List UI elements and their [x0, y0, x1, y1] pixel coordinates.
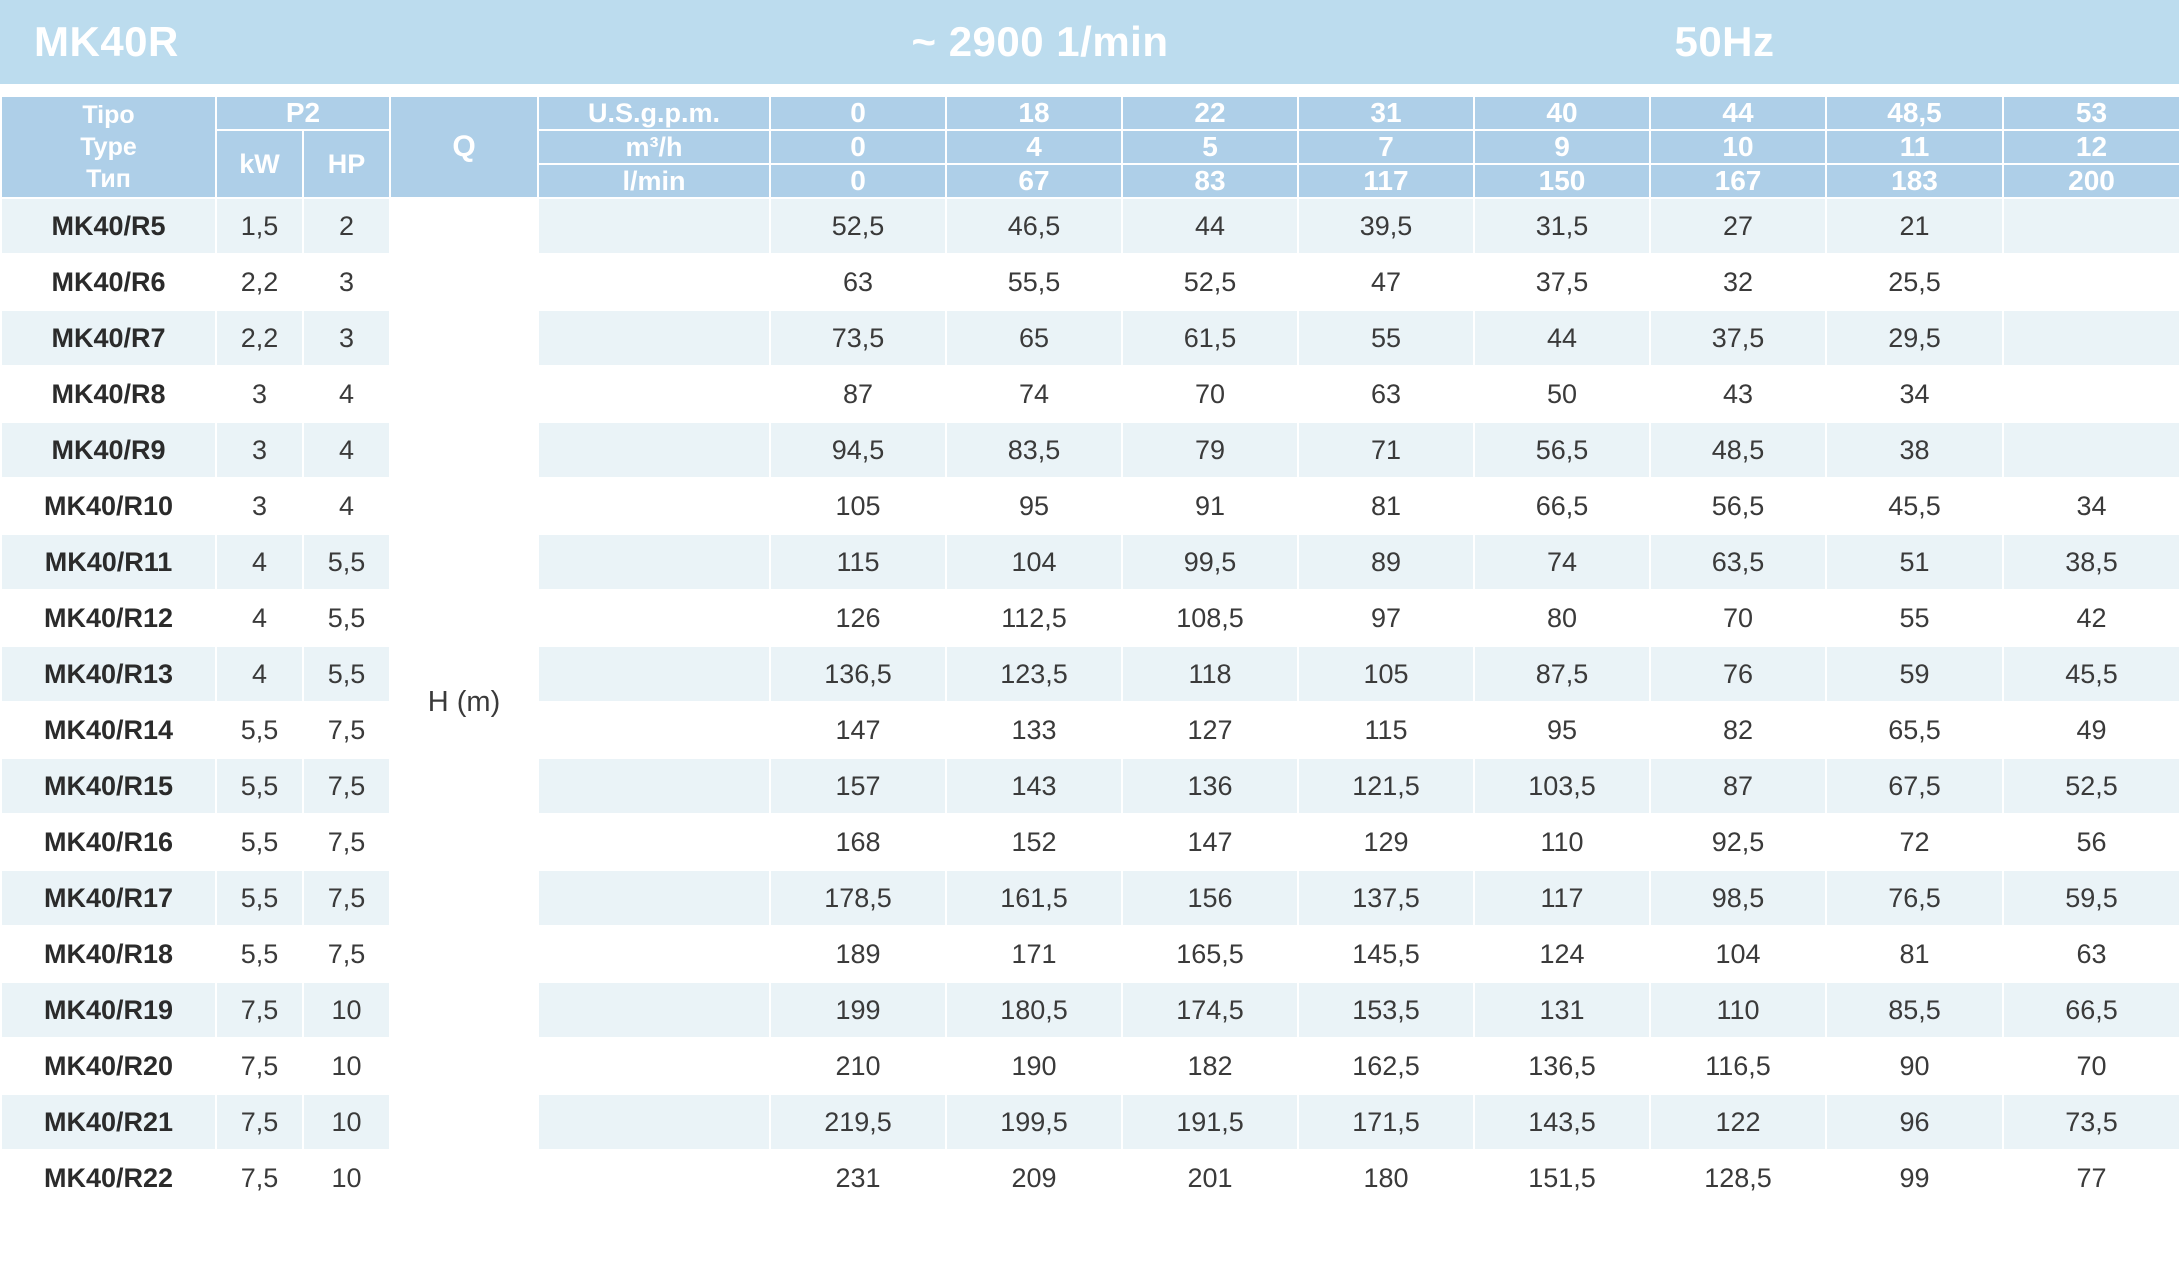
cell-kw: 4 [216, 534, 303, 590]
cell-head-4: 87,5 [1474, 646, 1650, 702]
table-row [1, 758, 2179, 814]
cell-hp: 7,5 [303, 926, 390, 982]
cell-hp: 4 [303, 478, 390, 534]
cell-head-1: 46,5 [946, 198, 1122, 254]
cell-unit-spacer [538, 590, 770, 646]
cell-type: MK40/R8 [1, 366, 216, 422]
cell-head-4: 80 [1474, 590, 1650, 646]
cell-head-1: 152 [946, 814, 1122, 870]
cell-head-3: 115 [1298, 702, 1474, 758]
cell-head-1: 104 [946, 534, 1122, 590]
cell-head-0: 105 [770, 478, 946, 534]
cell-hp: 4 [303, 366, 390, 422]
cell-type: MK40/R14 [1, 702, 216, 758]
cell-head-4: 124 [1474, 926, 1650, 982]
cell-head-7 [2003, 366, 2179, 422]
cell-head-4: 103,5 [1474, 758, 1650, 814]
cell-head-4: 74 [1474, 534, 1650, 590]
cell-head-6: 34 [1826, 366, 2003, 422]
cell-head-1: 123,5 [946, 646, 1122, 702]
cell-head-0: 219,5 [770, 1094, 946, 1150]
cell-head-6: 96 [1826, 1094, 2003, 1150]
head-unit-label: H (m) [390, 198, 538, 1206]
cell-head-1: 171 [946, 926, 1122, 982]
cell-head-5: 48,5 [1650, 422, 1826, 478]
cell-head-5: 104 [1650, 926, 1826, 982]
cell-head-4: 136,5 [1474, 1038, 1650, 1094]
table-head [1, 96, 2179, 198]
cell-head-6: 81 [1826, 926, 2003, 982]
cell-head-4: 143,5 [1474, 1094, 1650, 1150]
cell-head-3: 39,5 [1298, 198, 1474, 254]
cell-head-2: 118 [1122, 646, 1298, 702]
cell-head-2: 182 [1122, 1038, 1298, 1094]
cell-head-7: 56 [2003, 814, 2179, 870]
cell-type: MK40/R13 [1, 646, 216, 702]
cell-type: MK40/R5 [1, 198, 216, 254]
cell-head-0: 210 [770, 1038, 946, 1094]
table-row [1, 926, 2179, 982]
cell-head-0: 231 [770, 1150, 946, 1206]
cell-type: MK40/R15 [1, 758, 216, 814]
cell-hp: 5,5 [303, 590, 390, 646]
cell-type: MK40/R22 [1, 1150, 216, 1206]
cell-head-3: 63 [1298, 366, 1474, 422]
cell-head-1: 95 [946, 478, 1122, 534]
cell-unit-spacer [538, 422, 770, 478]
table-row [1, 646, 2179, 702]
cell-head-0: 63 [770, 254, 946, 310]
cell-head-4: 151,5 [1474, 1150, 1650, 1206]
table-row [1, 1094, 2179, 1150]
cell-hp: 2 [303, 198, 390, 254]
cell-type: MK40/R7 [1, 310, 216, 366]
header-unit-usgpm: U.S.g.p.m. [538, 96, 770, 130]
cell-hp: 4 [303, 422, 390, 478]
cell-unit-spacer [538, 814, 770, 870]
cell-head-4: 37,5 [1474, 254, 1650, 310]
cell-head-5: 92,5 [1650, 814, 1826, 870]
cell-hp: 3 [303, 310, 390, 366]
header-hp: HP [303, 130, 390, 198]
cell-unit-spacer [538, 982, 770, 1038]
cell-unit-spacer [538, 870, 770, 926]
cell-type: MK40/R21 [1, 1094, 216, 1150]
performance-table [0, 95, 2179, 1207]
cell-head-2: 201 [1122, 1150, 1298, 1206]
cell-head-4: 50 [1474, 366, 1650, 422]
cell-type: MK40/R17 [1, 870, 216, 926]
flow-m3h-6: 11 [1826, 130, 2003, 164]
cell-head-2: 44 [1122, 198, 1298, 254]
flow-m3h-7: 12 [2003, 130, 2179, 164]
flow-lmin-6: 183 [1826, 164, 2003, 198]
header-p2: P2 [216, 96, 390, 130]
cell-kw: 5,5 [216, 870, 303, 926]
cell-head-7: 59,5 [2003, 870, 2179, 926]
flow-m3h-0: 0 [770, 130, 946, 164]
table-row [1, 422, 2179, 478]
cell-kw: 4 [216, 590, 303, 646]
cell-head-5: 128,5 [1650, 1150, 1826, 1206]
cell-head-2: 147 [1122, 814, 1298, 870]
cell-head-0: 157 [770, 758, 946, 814]
cell-head-4: 95 [1474, 702, 1650, 758]
cell-hp: 7,5 [303, 814, 390, 870]
cell-head-5: 63,5 [1650, 534, 1826, 590]
cell-kw: 1,5 [216, 198, 303, 254]
cell-head-6: 85,5 [1826, 982, 2003, 1038]
flow-m3h-3: 7 [1298, 130, 1474, 164]
cell-head-7 [2003, 422, 2179, 478]
cell-kw: 5,5 [216, 926, 303, 982]
cell-head-3: 145,5 [1298, 926, 1474, 982]
cell-unit-spacer [538, 254, 770, 310]
cell-kw: 4 [216, 646, 303, 702]
cell-head-3: 81 [1298, 478, 1474, 534]
cell-head-6: 55 [1826, 590, 2003, 646]
cell-unit-spacer [538, 366, 770, 422]
cell-head-3: 137,5 [1298, 870, 1474, 926]
cell-head-5: 32 [1650, 254, 1826, 310]
cell-type: MK40/R16 [1, 814, 216, 870]
cell-head-5: 56,5 [1650, 478, 1826, 534]
cell-kw: 3 [216, 366, 303, 422]
cell-head-7: 52,5 [2003, 758, 2179, 814]
cell-hp: 7,5 [303, 702, 390, 758]
cell-head-7 [2003, 198, 2179, 254]
cell-head-7 [2003, 310, 2179, 366]
cell-head-7: 63 [2003, 926, 2179, 982]
cell-head-2: 108,5 [1122, 590, 1298, 646]
cell-type: MK40/R19 [1, 982, 216, 1038]
cell-head-5: 110 [1650, 982, 1826, 1038]
cell-head-2: 79 [1122, 422, 1298, 478]
cell-head-5: 27 [1650, 198, 1826, 254]
flow-m3h-1: 4 [946, 130, 1122, 164]
flow-m3h-5: 10 [1650, 130, 1826, 164]
cell-head-6: 67,5 [1826, 758, 2003, 814]
cell-kw: 7,5 [216, 1150, 303, 1206]
cell-head-1: 199,5 [946, 1094, 1122, 1150]
cell-head-0: 126 [770, 590, 946, 646]
flow-m3h-4: 9 [1474, 130, 1650, 164]
flow-usgpm-6: 48,5 [1826, 96, 2003, 130]
flow-usgpm-0: 0 [770, 96, 946, 130]
cell-head-0: 178,5 [770, 870, 946, 926]
table-row [1, 198, 2179, 254]
cell-head-2: 61,5 [1122, 310, 1298, 366]
cell-head-3: 129 [1298, 814, 1474, 870]
cell-unit-spacer [538, 646, 770, 702]
pump-model-title: MK40R [34, 18, 179, 65]
header-row-m3h [1, 130, 2179, 164]
cell-head-7: 34 [2003, 478, 2179, 534]
header-row-usgpm [1, 96, 2179, 130]
cell-head-2: 52,5 [1122, 254, 1298, 310]
header-type-cell [1, 96, 216, 198]
cell-head-3: 55 [1298, 310, 1474, 366]
cell-head-6: 76,5 [1826, 870, 2003, 926]
flow-usgpm-4: 40 [1474, 96, 1650, 130]
cell-type: MK40/R10 [1, 478, 216, 534]
cell-head-4: 66,5 [1474, 478, 1650, 534]
cell-head-6: 59 [1826, 646, 2003, 702]
cell-head-2: 127 [1122, 702, 1298, 758]
cell-head-0: 73,5 [770, 310, 946, 366]
cell-head-6: 21 [1826, 198, 2003, 254]
cell-head-7: 70 [2003, 1038, 2179, 1094]
table-row [1, 702, 2179, 758]
cell-head-4: 44 [1474, 310, 1650, 366]
cell-head-3: 180 [1298, 1150, 1474, 1206]
cell-type: MK40/R18 [1, 926, 216, 982]
cell-head-7: 77 [2003, 1150, 2179, 1206]
flow-lmin-3: 117 [1298, 164, 1474, 198]
cell-unit-spacer [538, 198, 770, 254]
pump-frequency-title: 50Hz [1674, 18, 1775, 65]
header-unit-lmin: l/min [538, 164, 770, 198]
cell-head-1: 74 [946, 366, 1122, 422]
cell-unit-spacer [538, 478, 770, 534]
cell-head-1: 209 [946, 1150, 1122, 1206]
flow-lmin-7: 200 [2003, 164, 2179, 198]
cell-head-5: 98,5 [1650, 870, 1826, 926]
table-row [1, 366, 2179, 422]
cell-head-1: 133 [946, 702, 1122, 758]
cell-head-7: 38,5 [2003, 534, 2179, 590]
cell-head-0: 115 [770, 534, 946, 590]
flow-usgpm-1: 18 [946, 96, 1122, 130]
cell-kw: 3 [216, 422, 303, 478]
header-type-line-0: Tipo [82, 101, 135, 129]
cell-head-6: 65,5 [1826, 702, 2003, 758]
cell-head-4: 31,5 [1474, 198, 1650, 254]
cell-hp: 3 [303, 254, 390, 310]
cell-head-0: 199 [770, 982, 946, 1038]
cell-head-7: 66,5 [2003, 982, 2179, 1038]
cell-head-3: 97 [1298, 590, 1474, 646]
cell-unit-spacer [538, 310, 770, 366]
flow-lmin-4: 150 [1474, 164, 1650, 198]
cell-kw: 7,5 [216, 1038, 303, 1094]
flow-lmin-5: 167 [1650, 164, 1826, 198]
cell-head-2: 136 [1122, 758, 1298, 814]
cell-head-5: 116,5 [1650, 1038, 1826, 1094]
cell-head-1: 65 [946, 310, 1122, 366]
cell-unit-spacer [538, 1094, 770, 1150]
cell-hp: 10 [303, 1094, 390, 1150]
cell-head-7 [2003, 254, 2179, 310]
table-row [1, 814, 2179, 870]
cell-type: MK40/R9 [1, 422, 216, 478]
cell-head-3: 47 [1298, 254, 1474, 310]
cell-head-6: 99 [1826, 1150, 2003, 1206]
cell-head-1: 161,5 [946, 870, 1122, 926]
cell-hp: 7,5 [303, 758, 390, 814]
cell-type: MK40/R6 [1, 254, 216, 310]
cell-head-2: 191,5 [1122, 1094, 1298, 1150]
flow-usgpm-5: 44 [1650, 96, 1826, 130]
cell-head-0: 52,5 [770, 198, 946, 254]
cell-head-4: 131 [1474, 982, 1650, 1038]
header-q: Q [390, 96, 538, 198]
cell-unit-spacer [538, 1038, 770, 1094]
flow-usgpm-3: 31 [1298, 96, 1474, 130]
cell-hp: 7,5 [303, 870, 390, 926]
flow-usgpm-2: 22 [1122, 96, 1298, 130]
cell-head-2: 156 [1122, 870, 1298, 926]
cell-head-1: 180,5 [946, 982, 1122, 1038]
cell-head-6: 38 [1826, 422, 2003, 478]
table-row [1, 982, 2179, 1038]
cell-head-7: 73,5 [2003, 1094, 2179, 1150]
flow-usgpm-7: 53 [2003, 96, 2179, 130]
cell-head-1: 55,5 [946, 254, 1122, 310]
cell-kw: 3 [216, 478, 303, 534]
cell-head-5: 122 [1650, 1094, 1826, 1150]
header-kw: kW [216, 130, 303, 198]
cell-head-3: 89 [1298, 534, 1474, 590]
flow-m3h-2: 5 [1122, 130, 1298, 164]
cell-head-4: 117 [1474, 870, 1650, 926]
cell-kw: 5,5 [216, 758, 303, 814]
table-row [1, 254, 2179, 310]
cell-head-3: 153,5 [1298, 982, 1474, 1038]
cell-head-4: 56,5 [1474, 422, 1650, 478]
cell-kw: 2,2 [216, 254, 303, 310]
cell-head-1: 112,5 [946, 590, 1122, 646]
table-row [1, 1150, 2179, 1206]
cell-head-6: 51 [1826, 534, 2003, 590]
cell-head-7: 45,5 [2003, 646, 2179, 702]
cell-hp: 5,5 [303, 646, 390, 702]
cell-head-3: 71 [1298, 422, 1474, 478]
cell-hp: 5,5 [303, 534, 390, 590]
cell-head-6: 25,5 [1826, 254, 2003, 310]
cell-head-5: 76 [1650, 646, 1826, 702]
cell-head-3: 121,5 [1298, 758, 1474, 814]
cell-head-3: 105 [1298, 646, 1474, 702]
cell-head-4: 110 [1474, 814, 1650, 870]
pump-speed-title: ~ 2900 1/min [911, 18, 1169, 65]
cell-kw: 7,5 [216, 1094, 303, 1150]
cell-head-1: 83,5 [946, 422, 1122, 478]
cell-head-0: 168 [770, 814, 946, 870]
cell-unit-spacer [538, 926, 770, 982]
header-type-line-2: Тип [86, 165, 131, 193]
cell-head-2: 70 [1122, 366, 1298, 422]
cell-head-3: 162,5 [1298, 1038, 1474, 1094]
cell-type: MK40/R11 [1, 534, 216, 590]
cell-type: MK40/R12 [1, 590, 216, 646]
cell-head-6: 72 [1826, 814, 2003, 870]
cell-hp: 10 [303, 1150, 390, 1206]
cell-head-0: 94,5 [770, 422, 946, 478]
cell-head-1: 143 [946, 758, 1122, 814]
cell-head-2: 99,5 [1122, 534, 1298, 590]
cell-head-1: 190 [946, 1038, 1122, 1094]
cell-head-5: 87 [1650, 758, 1826, 814]
header-type-line-1: Type [80, 133, 137, 161]
cell-unit-spacer [538, 1150, 770, 1206]
cell-hp: 10 [303, 1038, 390, 1094]
table-row [1, 534, 2179, 590]
cell-kw: 2,2 [216, 310, 303, 366]
cell-head-7: 49 [2003, 702, 2179, 758]
cell-unit-spacer [538, 702, 770, 758]
cell-head-6: 90 [1826, 1038, 2003, 1094]
cell-head-2: 165,5 [1122, 926, 1298, 982]
cell-head-2: 91 [1122, 478, 1298, 534]
flow-lmin-0: 0 [770, 164, 946, 198]
table-row [1, 1038, 2179, 1094]
cell-hp: 10 [303, 982, 390, 1038]
cell-kw: 5,5 [216, 702, 303, 758]
cell-head-7: 42 [2003, 590, 2179, 646]
cell-head-6: 45,5 [1826, 478, 2003, 534]
cell-head-6: 29,5 [1826, 310, 2003, 366]
cell-head-0: 189 [770, 926, 946, 982]
header-unit-m3h: m³/h [538, 130, 770, 164]
title-bar [0, 0, 2179, 84]
cell-unit-spacer [538, 758, 770, 814]
cell-head-5: 37,5 [1650, 310, 1826, 366]
table-row [1, 590, 2179, 646]
cell-head-0: 136,5 [770, 646, 946, 702]
cell-kw: 5,5 [216, 814, 303, 870]
table-row [1, 478, 2179, 534]
table-body [1, 198, 2179, 1206]
cell-type: MK40/R20 [1, 1038, 216, 1094]
cell-head-3: 171,5 [1298, 1094, 1474, 1150]
title-divider [0, 84, 2179, 95]
table-row [1, 310, 2179, 366]
flow-lmin-1: 67 [946, 164, 1122, 198]
cell-head-0: 147 [770, 702, 946, 758]
cell-unit-spacer [538, 534, 770, 590]
cell-kw: 7,5 [216, 982, 303, 1038]
cell-head-5: 82 [1650, 702, 1826, 758]
flow-lmin-2: 83 [1122, 164, 1298, 198]
cell-head-5: 43 [1650, 366, 1826, 422]
table-row [1, 870, 2179, 926]
cell-head-5: 70 [1650, 590, 1826, 646]
cell-head-2: 174,5 [1122, 982, 1298, 1038]
cell-head-0: 87 [770, 366, 946, 422]
